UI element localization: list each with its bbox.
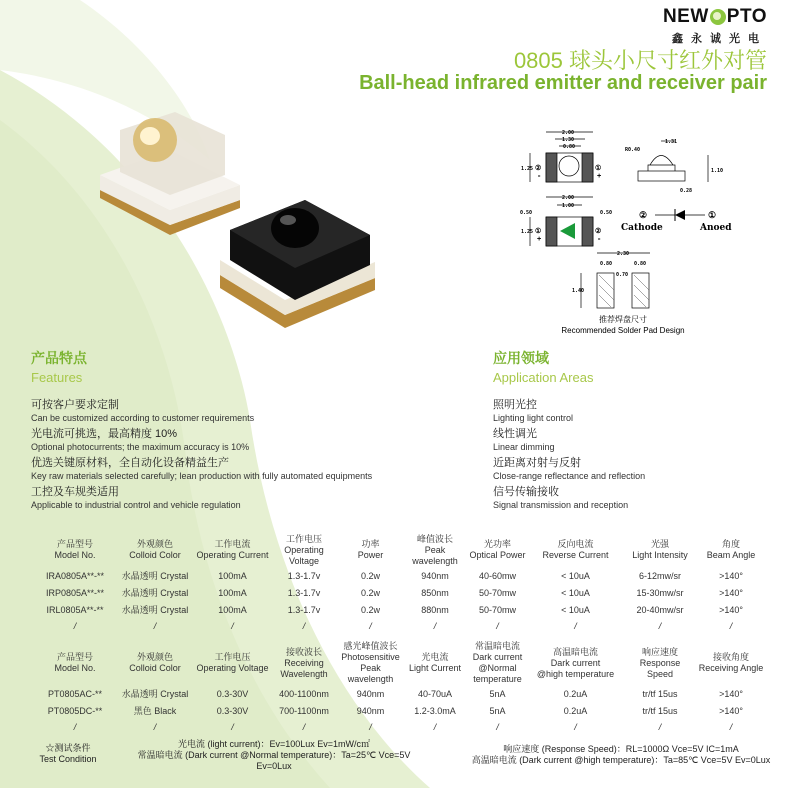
dim-label: 2.00 bbox=[562, 130, 575, 136]
item-description: Signal transmission and reception bbox=[493, 500, 629, 510]
column-header bbox=[270, 640, 338, 686]
header-line: 感光峰值波长 bbox=[343, 641, 398, 651]
table-cell: 100mA bbox=[218, 571, 247, 581]
column-header bbox=[338, 532, 403, 568]
table-cell: 0.2w bbox=[360, 571, 380, 581]
table-cell: 1.3-1.7v bbox=[287, 571, 321, 581]
table-cell: / bbox=[302, 722, 306, 732]
column-header bbox=[115, 532, 195, 568]
table-cell: IRL0805A**-** bbox=[46, 605, 104, 615]
table-cell: 1.3-1.7v bbox=[287, 588, 321, 598]
header-line: Operating Current bbox=[196, 550, 269, 560]
features-title-en: Features bbox=[31, 370, 83, 385]
dim-label: 1.10 bbox=[711, 168, 724, 174]
item-description: Applicable to industrial control and vehicle regulation bbox=[31, 500, 241, 510]
item-description: Lighting light control bbox=[493, 413, 574, 423]
header-line: 接收角度 bbox=[712, 652, 749, 662]
test-condition-left bbox=[108, 739, 440, 772]
header-line: 工作电流 bbox=[214, 539, 251, 549]
pin-label: ① bbox=[595, 164, 602, 172]
header-line: wavelength bbox=[412, 555, 458, 566]
table-cell: / bbox=[729, 722, 733, 732]
table-cell: IRA0805A**-** bbox=[45, 571, 105, 581]
table-cell: 1.3-1.7v bbox=[287, 605, 321, 615]
header-line: 工作电压 bbox=[285, 533, 322, 544]
dim-label: R0.40 bbox=[625, 147, 641, 153]
applications-section bbox=[493, 348, 773, 514]
title-chinese: 0805 球头小尺寸红外对管 bbox=[513, 48, 767, 73]
table-row bbox=[35, 720, 765, 735]
table-cell: < 10uA bbox=[561, 588, 590, 598]
dim-label: 1.25 bbox=[521, 229, 534, 235]
column-header bbox=[35, 532, 115, 568]
dim-label: 1.00 bbox=[562, 203, 575, 209]
diode-symbol-icon bbox=[675, 210, 685, 220]
table-cell: 880nm bbox=[421, 605, 449, 615]
item-description: Linear dimming bbox=[493, 442, 555, 452]
pad-title-en: Recommended Solder Pad Design bbox=[561, 326, 685, 335]
column-header bbox=[467, 640, 528, 686]
table-cell: / bbox=[496, 621, 499, 631]
table-cell: tr/tf 15us bbox=[642, 706, 678, 716]
logo-o-icon bbox=[710, 9, 726, 25]
pin-label: ① bbox=[535, 227, 542, 235]
table-header-row bbox=[35, 532, 765, 568]
header-line: 光电流 bbox=[421, 652, 449, 662]
table-cell: PT0805DC-** bbox=[47, 706, 103, 716]
table-cell: 0.2w bbox=[360, 605, 380, 615]
table-cell: / bbox=[153, 621, 157, 631]
table-cell: / bbox=[369, 621, 372, 631]
column-header bbox=[403, 640, 467, 686]
test-condition-en: Test Condition bbox=[39, 754, 97, 764]
table-cell: PT0805AC-** bbox=[47, 689, 103, 699]
item-description: Key raw materials selected carefully; lean production with fully automated equipments bbox=[31, 471, 373, 481]
dim-label: 1.40 bbox=[572, 288, 585, 294]
dim-label: 0.70 bbox=[616, 272, 629, 278]
table-cell: 水晶透明 Crystal bbox=[121, 571, 189, 581]
test-condition-label bbox=[30, 743, 106, 765]
column-header bbox=[115, 640, 195, 686]
item-description: Can be customized according to customer requirements bbox=[31, 413, 255, 423]
table-cell: / bbox=[658, 621, 662, 631]
header-line: Beam Angle bbox=[706, 550, 756, 560]
table-cell: tr/tf 15us bbox=[642, 689, 678, 699]
table-cell: 黑色 Black bbox=[133, 706, 177, 716]
table-cell: 100mA bbox=[218, 588, 247, 598]
dim-label: 2.00 bbox=[562, 195, 575, 201]
table-cell: >140° bbox=[719, 605, 743, 615]
table-cell: 6-12mw/sr bbox=[638, 571, 681, 581]
header-line: Voltage bbox=[288, 555, 320, 566]
header-line: Peak bbox=[424, 544, 446, 555]
header-line: Colloid Color bbox=[129, 550, 181, 560]
table-cell: / bbox=[231, 722, 234, 732]
table-cell: >140° bbox=[719, 571, 743, 581]
header-line: Model No. bbox=[54, 550, 96, 560]
header-line: 外观颜色 bbox=[136, 652, 173, 662]
condition-line: 常温暗电流 (Dark current @Normal temperature)：Ta=25℃ Vce=5V bbox=[137, 750, 411, 760]
table-cell: / bbox=[574, 722, 577, 732]
test-condition-right bbox=[446, 744, 796, 766]
column-header bbox=[195, 532, 270, 568]
table-row bbox=[35, 619, 765, 634]
table-row bbox=[35, 568, 765, 585]
header-line: Light Intensity bbox=[632, 550, 688, 560]
column-header bbox=[35, 640, 115, 686]
features-section bbox=[31, 348, 451, 514]
table-cell: 940nm bbox=[356, 689, 385, 699]
pin-label: + bbox=[537, 235, 542, 243]
header-line: Speed bbox=[646, 668, 674, 679]
table-cell: 5nA bbox=[489, 706, 506, 716]
header-line: @Normal bbox=[478, 663, 517, 673]
cathode-label: Cathode bbox=[621, 223, 663, 233]
table-cell: 400-1100nm bbox=[279, 689, 329, 699]
pad-title-cn: 推荐焊盘尺寸 bbox=[599, 315, 647, 324]
pin-label: - bbox=[597, 235, 602, 243]
receiver-black-led-image bbox=[220, 200, 375, 328]
table-cell: / bbox=[73, 722, 77, 732]
table-row bbox=[35, 585, 765, 602]
item-title: 照明光控 bbox=[493, 399, 537, 411]
features-title-cn: 产品特点 bbox=[31, 350, 87, 366]
table-cell: / bbox=[231, 621, 234, 631]
header-line: 高温暗电流 bbox=[552, 646, 598, 657]
header-line: Dark current bbox=[550, 657, 601, 668]
table-cell: 940nm bbox=[421, 571, 449, 581]
table-cell: / bbox=[302, 621, 306, 631]
item-title: 光电流可挑选，最高精度 10% bbox=[31, 428, 178, 440]
table-cell: 40-60mw bbox=[478, 571, 516, 581]
table-cell: / bbox=[153, 722, 157, 732]
table-cell: / bbox=[729, 621, 733, 631]
table-cell: 20-40mw/sr bbox=[636, 605, 684, 615]
header-line: wavelength bbox=[347, 674, 394, 684]
table-cell: 0.2w bbox=[360, 588, 380, 598]
header-line: 工作电压 bbox=[214, 652, 251, 662]
item-title: 近距离对射与反射 bbox=[493, 457, 581, 469]
condition-line: 光电流 (light current)：Ev=100Lux Ev=1mW/c㎡ bbox=[177, 739, 371, 749]
dim-label: 1.31 bbox=[665, 139, 678, 145]
table-cell: 水晶透明 Crystal bbox=[121, 689, 189, 699]
logo-text-right: PTO bbox=[726, 6, 767, 27]
title-english: Ball-head infrared emitter and receiver pair bbox=[359, 72, 767, 94]
header-line: 角度 bbox=[721, 539, 740, 549]
header-line: temperature bbox=[473, 674, 522, 684]
condition-line: 响应速度 (Response Speed)：RL=1000Ω Vce=5V IC=1mA bbox=[503, 744, 739, 754]
table-cell: / bbox=[433, 621, 437, 631]
table-header-row bbox=[35, 640, 765, 686]
table-cell: / bbox=[73, 621, 77, 631]
table-cell: >140° bbox=[719, 706, 743, 716]
item-title: 可按客户要求定制 bbox=[31, 399, 119, 411]
column-header bbox=[338, 640, 403, 686]
table-cell: / bbox=[433, 722, 437, 732]
header-line: Wavelength bbox=[280, 668, 328, 679]
table-cell: 15-30mw/sr bbox=[636, 588, 684, 598]
column-header bbox=[623, 640, 697, 686]
table-cell: 50-70mw bbox=[478, 588, 516, 598]
header-line: Operating Voltage bbox=[196, 663, 269, 673]
table-cell: 50-70mw bbox=[478, 605, 516, 615]
table-row bbox=[35, 703, 765, 720]
table-cell: < 10uA bbox=[561, 571, 590, 581]
dim-label: 0.80 bbox=[600, 261, 613, 267]
receiver-spec-table bbox=[35, 640, 765, 735]
item-title: 信号传输接收 bbox=[493, 486, 559, 498]
header-line: 反向电流 bbox=[557, 539, 594, 549]
table-cell: / bbox=[496, 722, 499, 732]
dim-label: 0.50 bbox=[520, 210, 533, 216]
condition-line: Ev=0Lux bbox=[256, 761, 292, 771]
dim-label: 0.28 bbox=[680, 188, 693, 194]
dim-label: 1.25 bbox=[521, 166, 534, 172]
header-line: @high temperature bbox=[536, 668, 615, 679]
table-cell: 100mA bbox=[218, 605, 247, 615]
header-line: Response bbox=[639, 657, 681, 668]
table-cell: 700-1100nm bbox=[279, 706, 329, 716]
header-line: Model No. bbox=[54, 663, 96, 673]
header-line: Operating bbox=[284, 544, 324, 555]
table-cell: 水晶透明 Crystal bbox=[121, 588, 189, 598]
anode-pin: ① bbox=[708, 211, 717, 221]
logo-chinese: 鑫永诚光电 bbox=[672, 33, 767, 45]
header-line: 光强 bbox=[650, 539, 669, 549]
header-line: 产品型号 bbox=[56, 652, 93, 662]
column-header bbox=[270, 532, 338, 568]
column-header bbox=[528, 532, 623, 568]
column-header bbox=[623, 532, 697, 568]
dim-label: 0.80 bbox=[563, 144, 576, 150]
column-header bbox=[403, 532, 467, 568]
header-line: 产品型号 bbox=[56, 539, 93, 549]
table-row bbox=[35, 686, 765, 703]
header-line: Colloid Color bbox=[129, 663, 181, 673]
dimension-diagram bbox=[515, 120, 755, 342]
item-title: 线性调光 bbox=[493, 428, 537, 440]
header-line: Receiving bbox=[284, 657, 324, 668]
header-line: Reverse Current bbox=[542, 550, 609, 560]
header-line: 响应速度 bbox=[641, 646, 678, 657]
header-line: 接收波长 bbox=[285, 646, 322, 657]
table-cell: 1.2-3.0mA bbox=[414, 706, 456, 716]
pin-label: ② bbox=[535, 164, 542, 172]
emitter-clear-led-image bbox=[100, 112, 240, 235]
dim-label: 0.50 bbox=[600, 210, 613, 216]
brand-logo bbox=[663, 6, 767, 46]
item-description: Optional photocurrents; the maximum accuracy is 10% bbox=[31, 442, 250, 452]
table-cell: 5nA bbox=[489, 689, 506, 699]
cathode-pin: ② bbox=[639, 211, 648, 221]
table-cell: 0.2uA bbox=[563, 706, 588, 716]
item-title: 工控及车规类适用 bbox=[31, 486, 119, 498]
table-cell: 40-70uA bbox=[417, 689, 453, 699]
table-cell: >140° bbox=[719, 588, 743, 598]
emitter-spec-table bbox=[35, 532, 765, 634]
header-line: 功率 bbox=[361, 539, 380, 549]
pin-label: + bbox=[597, 172, 602, 180]
header-line: Receiving Angle bbox=[698, 663, 764, 673]
table-cell: IRP0805A**-** bbox=[45, 588, 105, 598]
header-line: Peak bbox=[360, 663, 381, 673]
column-header bbox=[697, 532, 765, 568]
table-cell: 0.3-30V bbox=[216, 706, 249, 716]
product-photos bbox=[80, 100, 410, 340]
pin-label: ② bbox=[595, 227, 602, 235]
applications-title-en: Application Areas bbox=[493, 370, 594, 385]
header-line: 峰值波长 bbox=[416, 533, 453, 544]
dim-label: 2.30 bbox=[617, 251, 630, 257]
dim-label: 0.80 bbox=[634, 261, 647, 267]
header-line: Photosensitive bbox=[341, 652, 400, 662]
header-line: Dark current bbox=[472, 652, 523, 662]
table-cell: / bbox=[369, 722, 372, 732]
test-condition-cn: ☆测试条件 bbox=[45, 743, 91, 753]
dim-label: 1.30 bbox=[562, 137, 575, 143]
column-header bbox=[195, 640, 270, 686]
column-header bbox=[697, 640, 765, 686]
table-cell: / bbox=[658, 722, 662, 732]
table-cell: 0.2uA bbox=[563, 689, 588, 699]
table-cell: < 10uA bbox=[561, 605, 590, 615]
header-line: Optical Power bbox=[469, 550, 526, 560]
table-cell: 0.3-30V bbox=[216, 689, 249, 699]
logo-text-left: NEW bbox=[662, 6, 709, 27]
table-cell: >140° bbox=[719, 689, 743, 699]
anode-label: Anoed bbox=[700, 223, 732, 233]
table-cell: 940nm bbox=[356, 706, 385, 716]
header-line: Power bbox=[357, 550, 384, 560]
condition-line: 高温暗电流 (Dark current @high temperature)：Ta=85℃ Vce=5V Ev=0Lux bbox=[471, 755, 771, 765]
applications-title-cn: 应用领域 bbox=[493, 350, 549, 366]
column-header bbox=[528, 640, 623, 686]
header-line: 外观颜色 bbox=[136, 539, 173, 549]
table-cell: 850nm bbox=[421, 588, 449, 598]
item-title: 优选关键原材料，全自动化设备精益生产 bbox=[31, 457, 229, 469]
column-header bbox=[467, 532, 528, 568]
table-cell: / bbox=[574, 621, 577, 631]
item-description: Close-range reflectance and reflection bbox=[493, 471, 646, 481]
table-row bbox=[35, 602, 765, 619]
pin-label: - bbox=[537, 172, 542, 180]
diode-triangle-icon bbox=[560, 223, 575, 239]
header-line: 光功率 bbox=[483, 539, 511, 549]
header-line: 常温暗电流 bbox=[474, 641, 520, 651]
table-cell: 水晶透明 Crystal bbox=[121, 605, 189, 615]
header-line: Light Current bbox=[408, 663, 462, 673]
